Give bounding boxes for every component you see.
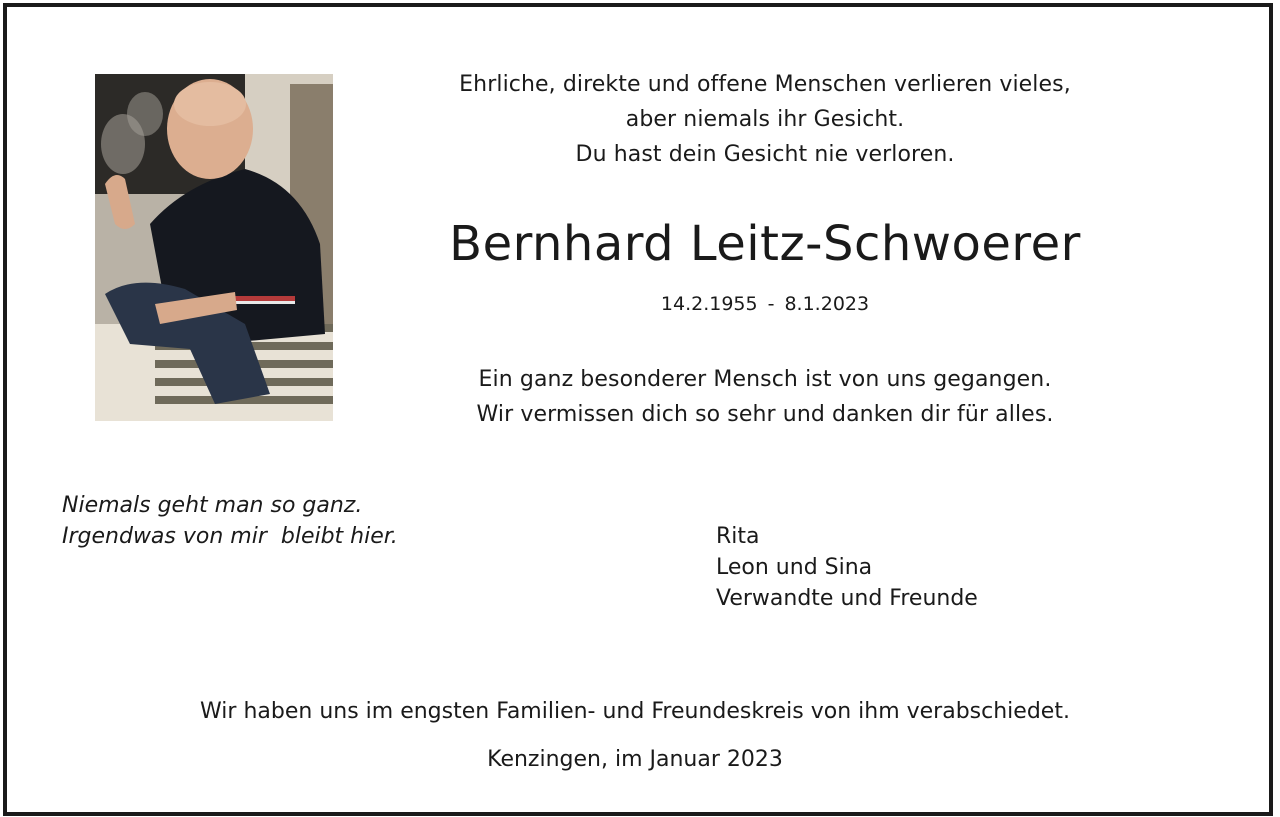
life-dates <box>330 290 1200 318</box>
opening-quote <box>330 67 1200 172</box>
quote-line: Ehrliche, direkte und offene Menschen verlieren vieles, <box>459 72 1071 97</box>
mourner-name: Rita <box>716 524 760 549</box>
message-line: Wir vermissen dich so sehr und danken dir für alles. <box>476 402 1054 427</box>
poem-line: Irgendwas von mir bleibt hier. <box>62 524 398 549</box>
message-line: Ein ganz besonderer Mensch ist von uns gegangen. <box>478 367 1052 392</box>
portrait-photo <box>95 74 333 421</box>
birth-date: 14.2.1955 <box>660 293 758 315</box>
mourner-name: Verwandte und Freunde <box>716 586 978 611</box>
place-and-date: Kenzingen, im Januar 2023 <box>487 747 783 772</box>
farewell-note: Wir haben uns im engsten Familien- und Freundeskreis von ihm verabschiedet. <box>200 699 1070 724</box>
memorial-message <box>330 362 1200 432</box>
quote-line: Du hast dein Gesicht nie verloren. <box>575 142 955 167</box>
poem-verse <box>62 490 398 552</box>
date-separator: - <box>767 293 775 315</box>
deceased-name: Bernhard Leitz-Schwoerer <box>449 216 1081 272</box>
mourners-list <box>716 521 978 614</box>
death-date: 8.1.2023 <box>784 293 870 315</box>
poem-line: Niemals geht man so ganz. <box>62 493 363 518</box>
mourner-name: Leon und Sina <box>716 555 873 580</box>
quote-line: aber niemals ihr Gesicht. <box>625 107 905 132</box>
